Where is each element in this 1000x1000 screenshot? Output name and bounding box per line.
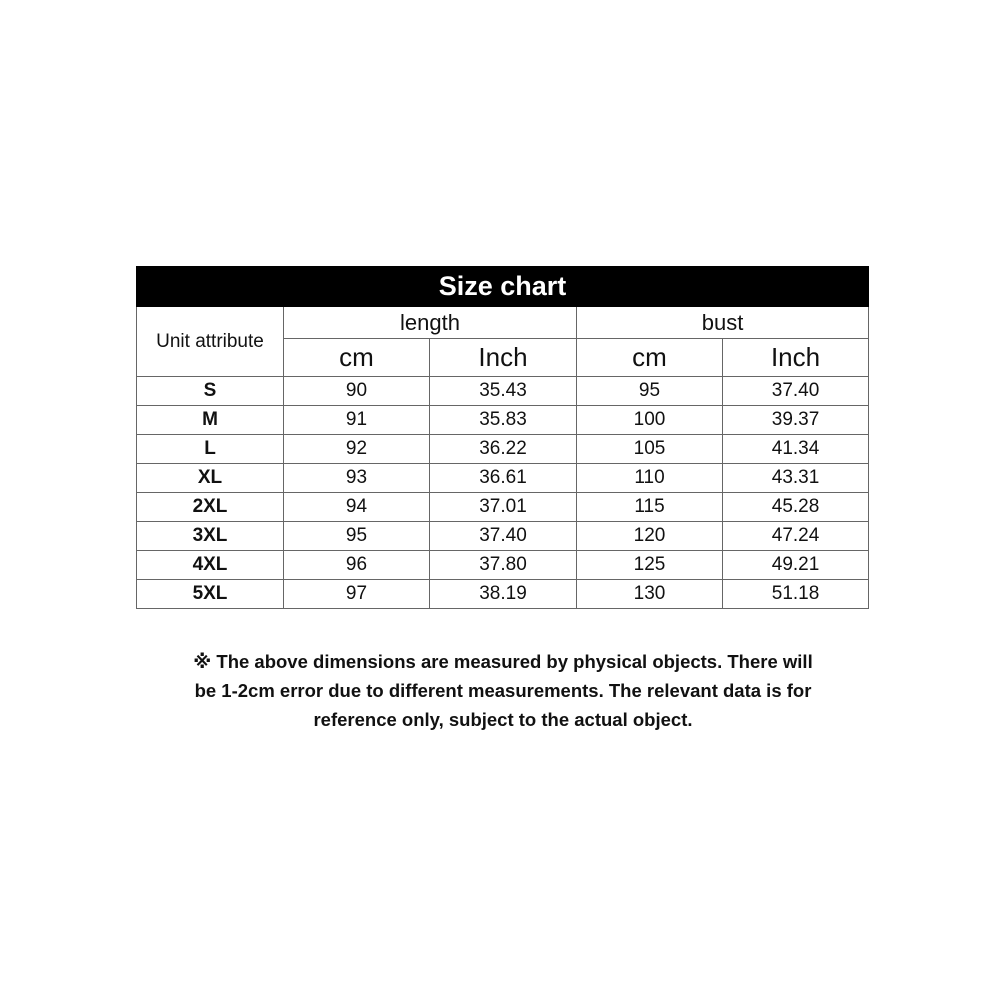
cell-bust-in: 49.21 bbox=[723, 551, 869, 580]
cell-length-in: 37.01 bbox=[430, 493, 577, 522]
cell-bust-cm: 115 bbox=[577, 493, 723, 522]
cell-bust-cm: 125 bbox=[577, 551, 723, 580]
cell-length-cm: 93 bbox=[284, 464, 430, 493]
cell-size: M bbox=[137, 406, 284, 435]
note-line: be 1-2cm error due to different measurements. The relevant data is for bbox=[194, 680, 812, 701]
cell-bust-in: 45.28 bbox=[723, 493, 869, 522]
table-title: Size chart bbox=[137, 267, 869, 307]
length-cm-header: cm bbox=[284, 339, 430, 377]
cell-size: L bbox=[137, 435, 284, 464]
table-row bbox=[137, 522, 869, 551]
bust-header: bust bbox=[577, 307, 869, 339]
cell-length-in: 37.40 bbox=[430, 522, 577, 551]
table-row bbox=[137, 551, 869, 580]
cell-length-in: 35.83 bbox=[430, 406, 577, 435]
cell-bust-cm: 100 bbox=[577, 406, 723, 435]
unit-attribute-header: Unit attribute bbox=[137, 307, 284, 377]
cell-bust-cm: 130 bbox=[577, 580, 723, 609]
cell-length-in: 36.22 bbox=[430, 435, 577, 464]
cell-bust-in: 51.18 bbox=[723, 580, 869, 609]
bust-inch-header: Inch bbox=[723, 339, 869, 377]
table-row bbox=[137, 493, 869, 522]
cell-length-in: 38.19 bbox=[430, 580, 577, 609]
size-chart-table bbox=[136, 266, 869, 609]
cell-size: 3XL bbox=[137, 522, 284, 551]
cell-length-cm: 95 bbox=[284, 522, 430, 551]
cell-length-in: 36.61 bbox=[430, 464, 577, 493]
cell-bust-cm: 120 bbox=[577, 522, 723, 551]
cell-length-in: 37.80 bbox=[430, 551, 577, 580]
cell-bust-in: 47.24 bbox=[723, 522, 869, 551]
cell-length-cm: 97 bbox=[284, 580, 430, 609]
cell-length-cm: 91 bbox=[284, 406, 430, 435]
cell-size: 5XL bbox=[137, 580, 284, 609]
cell-length-cm: 92 bbox=[284, 435, 430, 464]
cell-size: XL bbox=[137, 464, 284, 493]
length-header: length bbox=[284, 307, 577, 339]
cell-length-in: 35.43 bbox=[430, 377, 577, 406]
table-row bbox=[137, 406, 869, 435]
cell-bust-in: 37.40 bbox=[723, 377, 869, 406]
table-row bbox=[137, 580, 869, 609]
cell-bust-in: 39.37 bbox=[723, 406, 869, 435]
note-line: ※ The above dimensions are measured by physical objects. There will bbox=[193, 651, 813, 672]
table-row bbox=[137, 464, 869, 493]
bust-cm-header: cm bbox=[577, 339, 723, 377]
cell-bust-in: 43.31 bbox=[723, 464, 869, 493]
table-row bbox=[137, 377, 869, 406]
cell-length-cm: 96 bbox=[284, 551, 430, 580]
cell-length-cm: 90 bbox=[284, 377, 430, 406]
cell-size: 2XL bbox=[137, 493, 284, 522]
cell-length-cm: 94 bbox=[284, 493, 430, 522]
note-line: reference only, subject to the actual object. bbox=[313, 709, 693, 730]
cell-bust-cm: 110 bbox=[577, 464, 723, 493]
cell-size: S bbox=[137, 377, 284, 406]
cell-bust-in: 41.34 bbox=[723, 435, 869, 464]
cell-size: 4XL bbox=[137, 551, 284, 580]
length-inch-header: Inch bbox=[430, 339, 577, 377]
cell-bust-cm: 105 bbox=[577, 435, 723, 464]
cell-bust-cm: 95 bbox=[577, 377, 723, 406]
table-row bbox=[137, 435, 869, 464]
measurement-note bbox=[100, 647, 906, 734]
